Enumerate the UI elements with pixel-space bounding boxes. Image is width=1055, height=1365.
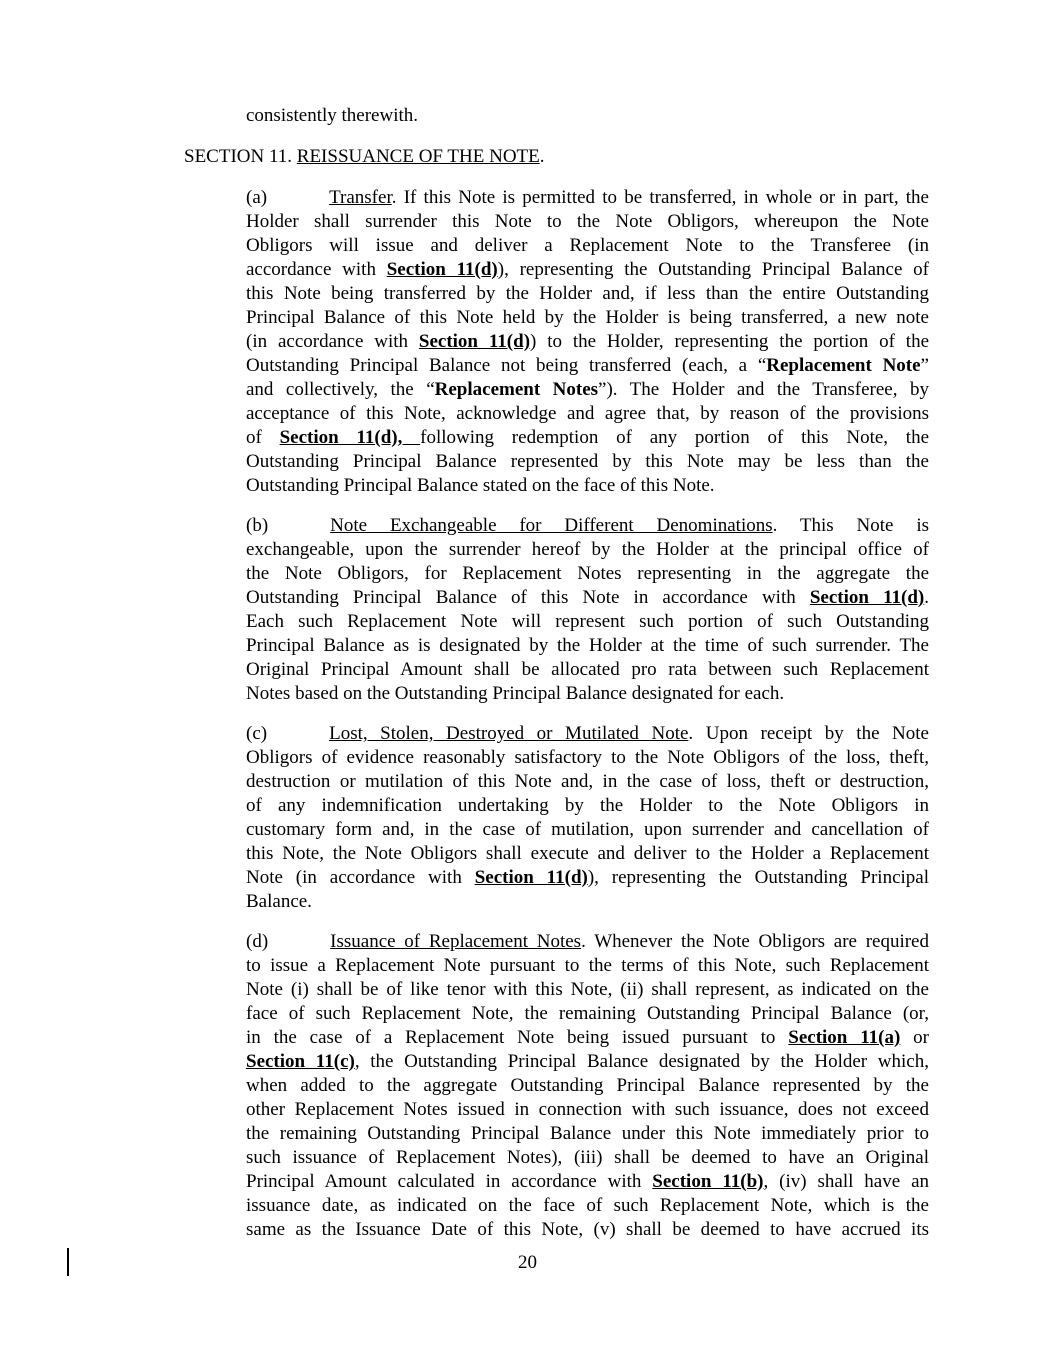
section-reference: Section 11(d),: [279, 427, 421, 448]
para-line: acceptance of this Note, acknowledge and agree that, by reason of the provisions: [246, 403, 929, 424]
defined-term: Replacement Note: [766, 355, 921, 376]
section-reference: Section 11(c): [246, 1051, 355, 1072]
section-reference: Section 11(a): [788, 1027, 901, 1048]
para-line: Obligors of evidence reasonably satisfactory to the Note Obligors of the loss, theft,: [246, 747, 929, 768]
para-line: issuance date, as indicated on the face of such Replacement Note, which is the: [246, 1195, 929, 1216]
para-line: Outstanding Principal Balance of this Note in accordance with Section 11(d).: [246, 587, 929, 608]
section-reference: Section 11(d): [474, 867, 588, 888]
para-num: (c): [246, 723, 268, 744]
section-reference: Section 11(d): [809, 587, 925, 608]
para-line: Notes based on the Outstanding Principal Balance designated for each.: [246, 683, 785, 704]
para-num: (d): [246, 931, 269, 952]
page-number: 20: [518, 1252, 537, 1273]
para-heading: Issuance of Replacement Notes: [330, 931, 582, 952]
para-line: (d) Issuance of Replacement Notes. Whenever the Note Obligors are required: [246, 931, 929, 952]
para-line: (c) Lost, Stolen, Destroyed or Mutilated Note. Upon receipt by the Note: [246, 723, 929, 744]
section-reference: Section 11(d): [418, 331, 531, 352]
para-line: customary form and, in the case of mutilation, upon surrender and cancellation of: [246, 819, 929, 840]
para-line: accordance with Section 11(d)), representing the Outstanding Principal Balance of: [246, 259, 929, 280]
para-line: exchangeable, upon the surrender hereof by the Holder at the principal office of: [246, 539, 929, 560]
para-line: destruction or mutilation of this Note and, in the case of loss, theft or destruction,: [246, 771, 929, 792]
para-num: (b): [246, 515, 269, 536]
para-line: Outstanding Principal Balance not being transferred (each, a “Replacement Note”: [246, 355, 929, 376]
para-heading: Transfer: [329, 187, 392, 208]
intro-text: consistently therewith.: [246, 105, 419, 126]
para-heading: Note Exchangeable for Different Denominations: [330, 515, 773, 536]
section-reference: Section 11(d): [386, 259, 498, 280]
para-line: Note (in accordance with Section 11(d)), representing the Outstanding Principal: [246, 867, 929, 888]
para-line: same as the Issuance Date of this Note, (v) shall be deemed to have accrued its: [246, 1219, 929, 1240]
para-line: in the case of a Replacement Note being issued pursuant to Section 11(a) or: [246, 1027, 929, 1048]
para-line: the Note Obligors, for Replacement Notes representing in the aggregate the: [246, 563, 929, 584]
para-line: (b) Note Exchangeable for Different Denominations. This Note is: [246, 515, 929, 536]
para-line: Principal Amount calculated in accordance with Section 11(b), (iv) shall have an: [246, 1171, 929, 1192]
para-line: Outstanding Principal Balance represented by this Note may be less than the: [246, 451, 929, 472]
para-line: of Section 11(d), following redemption of any portion of this Note, the: [246, 427, 929, 448]
section-end: .: [539, 146, 545, 167]
para-line: Each such Replacement Note will represent such portion of such Outstanding: [246, 611, 929, 632]
para-line: Holder shall surrender this Note to the Note Obligors, whereupon the Note: [246, 211, 929, 232]
para-line: (in accordance with Section 11(d)) to the Holder, representing the portion of the: [246, 331, 929, 352]
section-title: REISSUANCE OF THE NOTE: [296, 146, 540, 167]
para-line: to issue a Replacement Note pursuant to the terms of this Note, such Replacement: [246, 955, 929, 976]
para-line: this Note being transferred by the Holder and, if less than the entire Outstanding: [246, 283, 929, 304]
para-line: Section 11(c), the Outstanding Principal Balance designated by the Holder which,: [246, 1051, 929, 1072]
para-line: Outstanding Principal Balance stated on the face of this Note.: [246, 475, 715, 496]
para-heading: Lost, Stolen, Destroyed or Mutilated Note: [329, 723, 689, 744]
para-line: Principal Balance as is designated by the Holder at the time of such surrender. The: [246, 635, 929, 656]
para-line: when added to the aggregate Outstanding Principal Balance represented by the: [246, 1075, 929, 1096]
para-line: and collectively, the “Replacement Notes”). The Holder and the Transferee, by: [246, 379, 929, 400]
para-line: such issuance of Replacement Notes), (iii) shall be deemed to have an Original: [246, 1147, 929, 1168]
para-num: (a): [246, 187, 268, 208]
para-line: Original Principal Amount shall be allocated pro rata between such Replacement: [246, 659, 929, 680]
para-line: face of such Replacement Note, the remaining Outstanding Principal Balance (or,: [246, 1003, 929, 1024]
para-line: Obligors will issue and deliver a Replacement Note to the Transferee (in: [246, 235, 929, 256]
para-line: other Replacement Notes issued in connection with such issuance, does not exceed: [246, 1099, 929, 1120]
para-line: of any indemnification undertaking by the Holder to the Note Obligors in: [246, 795, 929, 816]
section-label: SECTION 11.: [184, 146, 293, 167]
section-reference: Section 11(b): [652, 1171, 764, 1192]
para-line: Balance.: [246, 891, 312, 912]
para-line: (a) Transfer. If this Note is permitted to be transferred, in whole or in part, the: [246, 187, 929, 208]
defined-term: Replacement Notes: [434, 379, 599, 400]
para-line: this Note, the Note Obligors shall execute and deliver to the Holder a Replacement: [246, 843, 929, 864]
para-line: Principal Balance of this Note held by the Holder is being transferred, a new note: [246, 307, 929, 328]
para-line: Note (i) shall be of like tenor with this Note, (ii) shall represent, as indicated on the: [246, 979, 929, 1000]
para-line: the remaining Outstanding Principal Balance under this Note immediately prior to: [246, 1123, 929, 1144]
section-heading: [184, 145, 545, 169]
